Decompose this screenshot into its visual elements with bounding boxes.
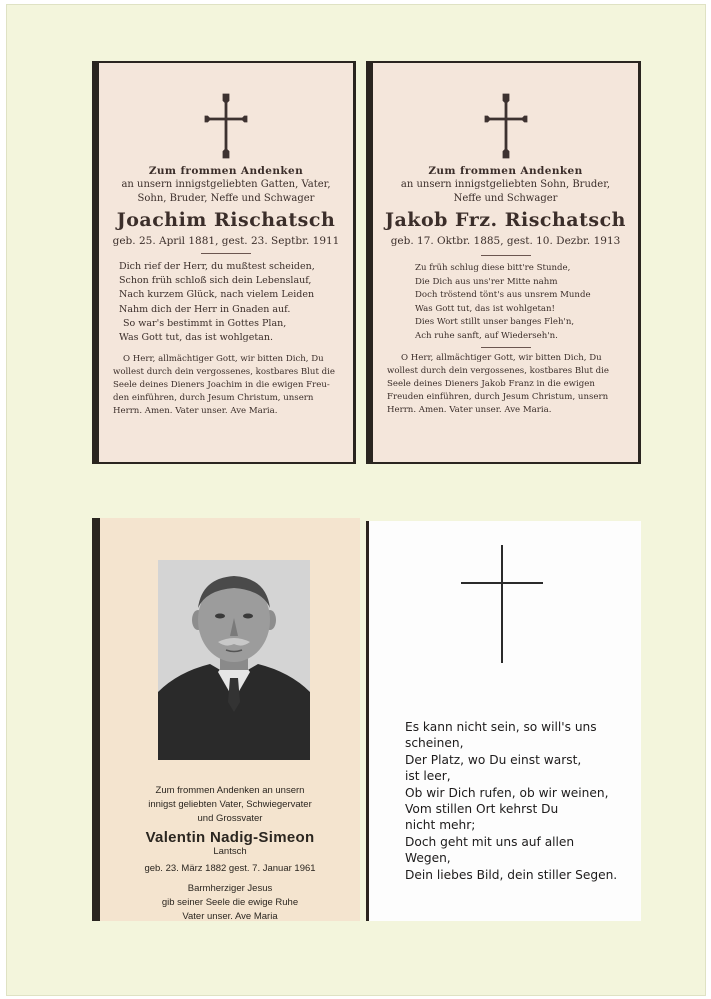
- memorial-poem: Es kann nicht sein, so will's uns scheinen, Der Platz, wo Du einst warst, ist leer, Ob wir Dich rufen, ob wir weinen, Vom stillen Ort kehrst Du nicht mehr; Doch geht mit uns auf allen Wegen, Dein liebes Bild, dein stiller Segen.: [405, 720, 618, 882]
- memorial-poem: Dich rief der Herr, du mußtest scheiden, Schon früh schloß sich dein Lebenslauf, Nach kurzem Glück, nach vielem Leiden Nahm dich der Herr in Gnaden auf. So war's bestimmt in Gottes Plan, Was Gott tut, das ist wohlgetan.: [119, 261, 315, 344]
- memorial-card-back: [366, 521, 641, 921]
- deceased-name: Joachim Rischatsch: [116, 209, 336, 231]
- prayer-text: O Herr, allmächtiger Gott, wir bitten Dich, Du wollest durch dein vergossenes, kostbares Blut die Seele deines Dieners Joachim in die ewigen Freu- den einführen, durch Jesum Christum, unsern Herrn. Amen. Vater unser. Ave Maria.: [113, 354, 335, 417]
- card-text: [100, 784, 360, 921]
- deceased-name: Jakob Frz. Rischatsch: [385, 209, 626, 231]
- prayer-text: O Herr, allmächtiger Gott, wir bitten Dich, Du wollest durch dein vergossenes, kostbares Blut die Seele deines Dieners Jakob Franz in die ewigen Freuden einführen, durch Jesum Christum, unsern Herrn. Amen. Vater unser. Ave Maria.: [387, 353, 609, 415]
- plain-cross-icon: [461, 545, 543, 665]
- memorial-card-valentin: [92, 518, 360, 921]
- ornate-cross-icon: [202, 91, 250, 163]
- closing-prayer: Barmherziger Jesus gib seiner Seele die ewige Ruhe Vater unser. Ave Maria: [161, 883, 299, 921]
- card-intro: an unsern innigstgeliebten Gatten, Vater, Sohn, Bruder, Neffe und Schwager: [121, 179, 331, 204]
- life-dates: geb. 25. April 1881, gest. 23. Septbr. 1911: [112, 235, 340, 247]
- hometown: Lantsch: [213, 846, 247, 857]
- card-heading: Zum frommen Andenken: [148, 165, 304, 177]
- memorial-card-joachim: [92, 61, 356, 464]
- deceased-name: Valentin Nadig-Simeon: [145, 829, 315, 846]
- portrait-illustration: [158, 560, 310, 760]
- card-intro: Zum frommen Andenken an unsern innigst geliebten Vater, Schwiegervater und Grossvater: [148, 785, 312, 824]
- ornate-cross-icon: [482, 91, 530, 163]
- divider: [481, 255, 531, 256]
- life-dates: geb. 17. Oktbr. 1885, gest. 10. Dezbr. 1913: [390, 235, 621, 247]
- memorial-card-jakob: [366, 61, 641, 464]
- card-intro: an unsern innigstgeliebten Sohn, Bruder, Neffe und Schwager: [400, 179, 611, 204]
- life-dates: geb. 23. März 1882 gest. 7. Januar 1961: [144, 863, 316, 874]
- divider: [201, 253, 251, 254]
- memorial-poem: Zu früh schlug diese bitt're Stunde, Die Dich aus uns'rer Mitte nahm Doch tröstend tönt's aus unsrem Munde Was Gott tut, das ist wohlgetan! Dies Wort stillt unser banges Fleh'n, Ach ruhe sanft, auf Wiederseh'n.: [415, 263, 591, 341]
- album-page: [6, 4, 706, 996]
- portrait-photo: [158, 560, 310, 760]
- divider: [481, 347, 531, 348]
- card-heading: Zum frommen Andenken: [428, 165, 583, 177]
